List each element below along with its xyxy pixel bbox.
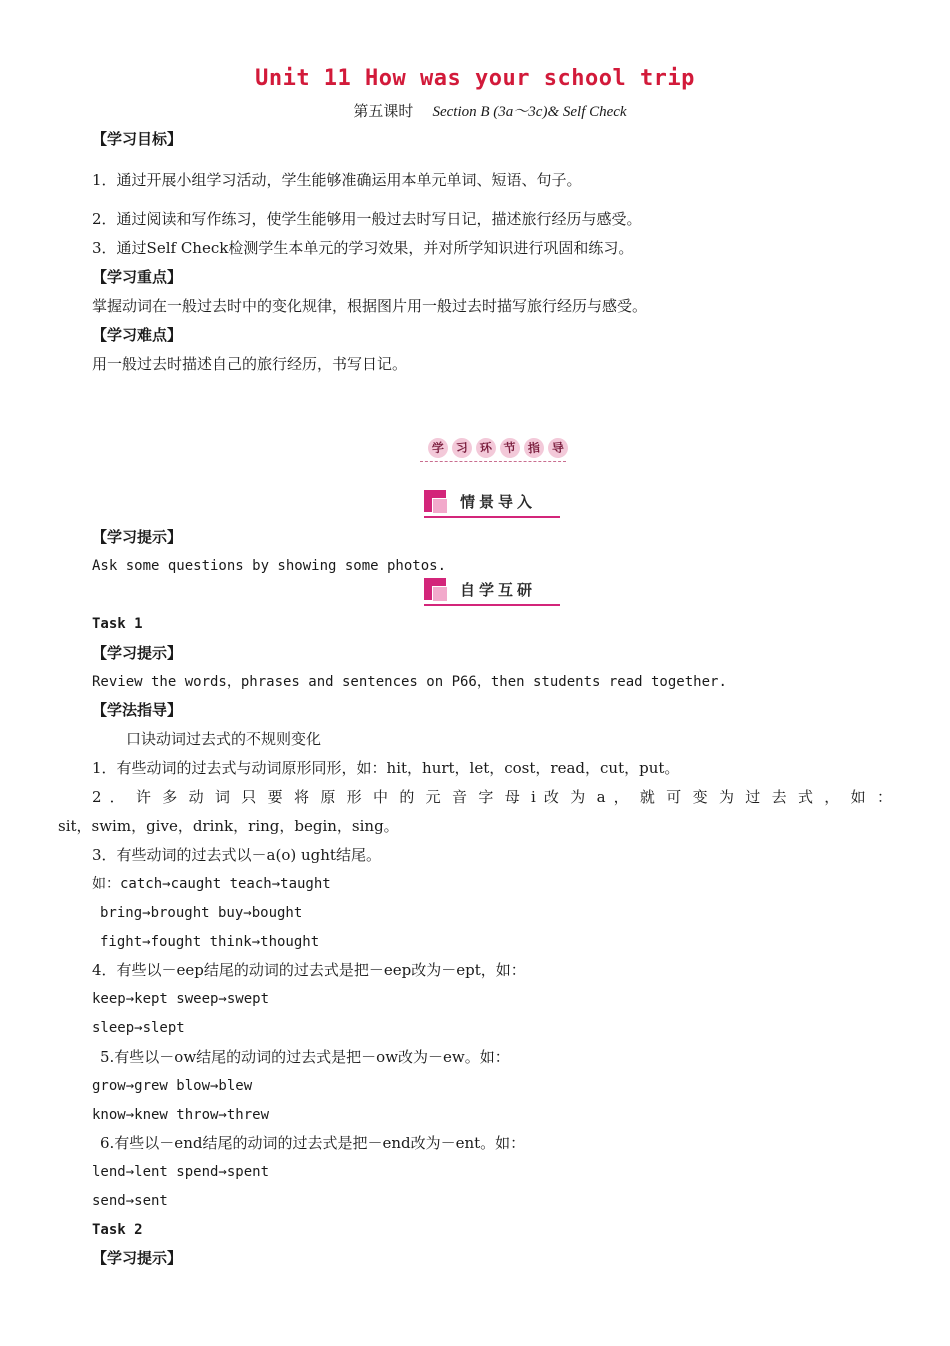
objective-item: 2．通过阅读和写作练习，使学生能够用一般过去时写日记，描述旅行经历与感受。 (92, 210, 642, 228)
difficulties-text: 用一般过去时描述自己的旅行经历，书写日记。 (92, 355, 408, 373)
difficulties-heading: 【学习难点】 (92, 326, 183, 344)
section-header-scenario (424, 490, 560, 518)
method-heading: 【学法指导】 (92, 701, 183, 719)
section-title: 情景导入 (460, 493, 537, 511)
section-header-self-study (424, 578, 560, 606)
guide-ribbon (420, 436, 566, 462)
rule-5-example: grow→grew blow→blew (92, 1078, 253, 1094)
rule-4: 4．有些以－eep结尾的动词的过去式是把－eep改为－ept，如： (92, 961, 526, 979)
hint-text: Ask some questions by showing some photos. (92, 558, 447, 574)
rule-2: 2 ． 许 多 动 词 只 要 将 原 形 中 的 元 音 字 母 i 改 为 a ， 就 可 变 为 过 去 式 ， 如 ： (92, 788, 892, 806)
objective-item: 3．通过Self Check检测学生本单元的学习效果，并对所学知识进行巩固和练习。 (92, 239, 634, 257)
hint-heading: 【学习提示】 (92, 1249, 183, 1267)
page-title: Unit 11 How was your school trip (255, 66, 695, 91)
ribbon-char: 指 (523, 437, 545, 459)
task1-heading: Task 1 (92, 616, 143, 632)
objectives-heading: 【学习目标】 (92, 130, 183, 148)
rule-3-example: bring→brought buy→bought (100, 905, 303, 921)
rule-3-example: 如：catch→caught teach→taught (92, 876, 331, 892)
rule-6-example: send→sent (92, 1193, 168, 1209)
hint-heading: 【学习提示】 (92, 528, 183, 546)
key-points-heading: 【学习重点】 (92, 268, 183, 286)
ribbon-char: 习 (451, 437, 473, 459)
task2-heading: Task 2 (92, 1222, 143, 1238)
ribbon-dashed-line (420, 461, 566, 462)
section-underline (424, 604, 560, 606)
ribbon-char: 节 (499, 437, 521, 459)
rule-4-example: keep→kept sweep→swept (92, 991, 270, 1007)
section-underline (424, 516, 560, 518)
rule-6: 6.有些以－end结尾的动词的过去式是把－end改为－ent。如： (100, 1134, 526, 1152)
hint-heading: 【学习提示】 (92, 644, 183, 662)
section-title: 自学互研 (460, 581, 537, 599)
hint-text: Review the words，phrases and sentences on P66，then students read together. (92, 674, 727, 690)
ribbon-char: 环 (475, 437, 497, 459)
objective-item: 1．通过开展小组学习活动，学生能够准确运用本单元单词、短语、句子。 (92, 171, 582, 189)
lesson-subtitle (0, 100, 950, 121)
ribbon-char: 导 (547, 437, 569, 459)
lesson-number: 第五课时 (353, 102, 414, 120)
rule-5: 5.有些以－ow结尾的动词的过去式是把－ow改为－ew。如： (100, 1048, 510, 1066)
section-square-icon (432, 498, 448, 514)
rule-6-example: lend→lent spend→spent (92, 1164, 270, 1180)
section-label: Section B (3a～3c)& Self Check (432, 104, 627, 120)
rule-4-example: sleep→slept (92, 1020, 185, 1036)
rule-2-examples: sit，swim，give，drink，ring，begin，sing。 (58, 817, 399, 835)
rule-5-example: know→knew throw→threw (92, 1107, 270, 1123)
ribbon-char: 学 (427, 437, 449, 459)
rule-3: 3．有些动词的过去式以－a(o) ught结尾。 (92, 846, 381, 864)
method-title: 口诀动词过去式的不规则变化 (126, 730, 322, 748)
key-points-text: 掌握动词在一般过去时中的变化规律，根据图片用一般过去时描写旅行经历与感受。 (92, 297, 648, 315)
rule-3-example: fight→fought think→thought (100, 934, 320, 950)
rule-1: 1．有些动词的过去式与动词原形同形，如：hit，hurt，let，cost，read，cut，put。 (92, 759, 680, 777)
section-square-icon (432, 586, 448, 602)
